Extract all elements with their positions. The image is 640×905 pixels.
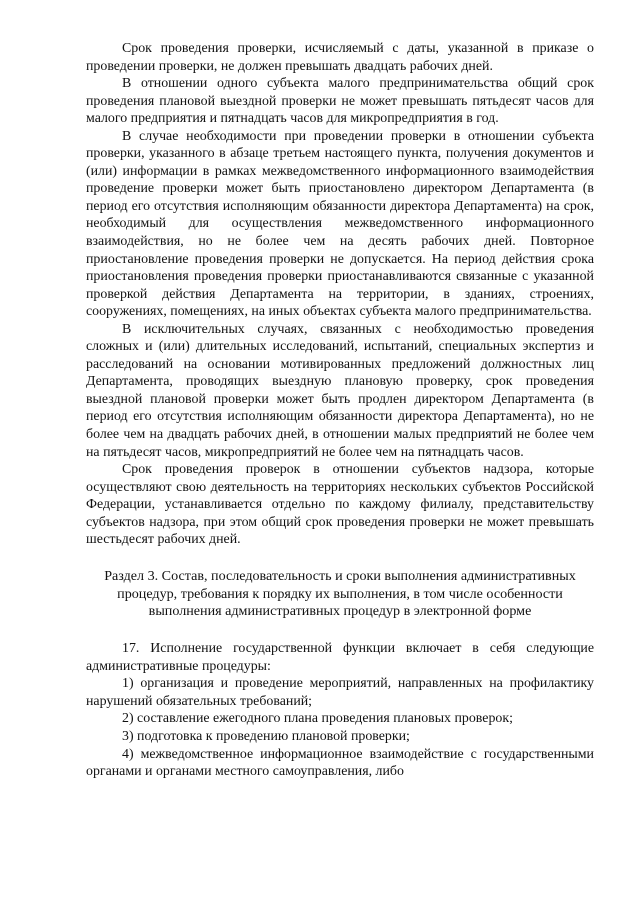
document-body bbox=[86, 40, 594, 781]
section-spacer bbox=[86, 621, 594, 640]
list-item: 3) подготовка к проведению плановой проверки; bbox=[122, 728, 410, 744]
paragraph-suspension: В случае необходимости при проведении проверки в отношении субъекта проверки, указанного в абзаце третьем настоящего пункта, получения документов и (или) информации в рамках межведомственного информационного взаимодействия проведение проверки может быть приостановлено директором Департамента (в период его отсутствия исполняющим обязанности директора Департамента) на срок, необходимый для осуществления межведомственного информационного взаимодействия, но не более чем на десять рабочих дней. Повторное приостановление проведения проверки не допускается. На период действия срока приостановления проведения проверки приостанавливаются связанные с указанной проверкой действия Департамента на территории, в зданиях, строениях, сооружениях, помещениях, на иных объектах субъекта малого предпринимательства. bbox=[86, 128, 594, 320]
section-heading: Раздел 3. Состав, последовательность и сроки выполнения административных процедур, требования к порядку их выполнения, в том числе особенности выполнения административных процедур в электронной форме bbox=[104, 567, 576, 620]
list-item: 2) составление ежегодного плана проведения плановых проверок; bbox=[122, 711, 513, 727]
list-item: 4) межведомственное информационное взаимодействие с государственными органами и органами местного самоуправления, либо bbox=[86, 746, 594, 780]
paragraph-small-business-term: В отношении одного субъекта малого предпринимательства общий срок проведения плановой выездной проверки не может превышать пятьдесят часов для малого предприятия и пятнадцать часов для микропредприятия в год. bbox=[86, 76, 594, 127]
paragraph-multi-region: Срок проведения проверок в отношении субъектов надзора, которые осуществляют свою деятельность на территориях нескольких субъектов Российской Федерации, устанавливается отдельно по каждому филиалу, представительству субъектов надзора, при этом общий срок проведения проверки не может превышать шестьдесят рабочих дней. bbox=[86, 462, 594, 548]
paragraph-extension: В исключительных случаях, связанных с необходимостью проведения сложных и (или) длительных исследований, испытаний, специальных экспертиз и расследований на основании мотивированных предложений должностных лиц Департамента, проводящих выездную плановую проверку, срок проведения выездной плановой проверки может быть продлен директором Департамента (в период его отсутствия исполняющим обязанности директора Департамента), но не более чем на двадцать рабочих дней, в отношении малых предприятий не более чем на пятьдесят часов, микропредприятий не более чем на пятнадцать часов. bbox=[86, 321, 594, 460]
clause-intro: 17. Исполнение государственной функции включает в себя следующие административные процедуры: bbox=[86, 641, 594, 674]
list-item: 1) организация и проведение мероприятий, направленных на профилактику нарушений обязательных требований; bbox=[86, 676, 594, 709]
paragraph-inspection-term: Срок проведения проверки, исчисляемый с даты, указанной в приказе о проведении проверки, не должен превышать двадцать рабочих дней. bbox=[86, 41, 594, 74]
